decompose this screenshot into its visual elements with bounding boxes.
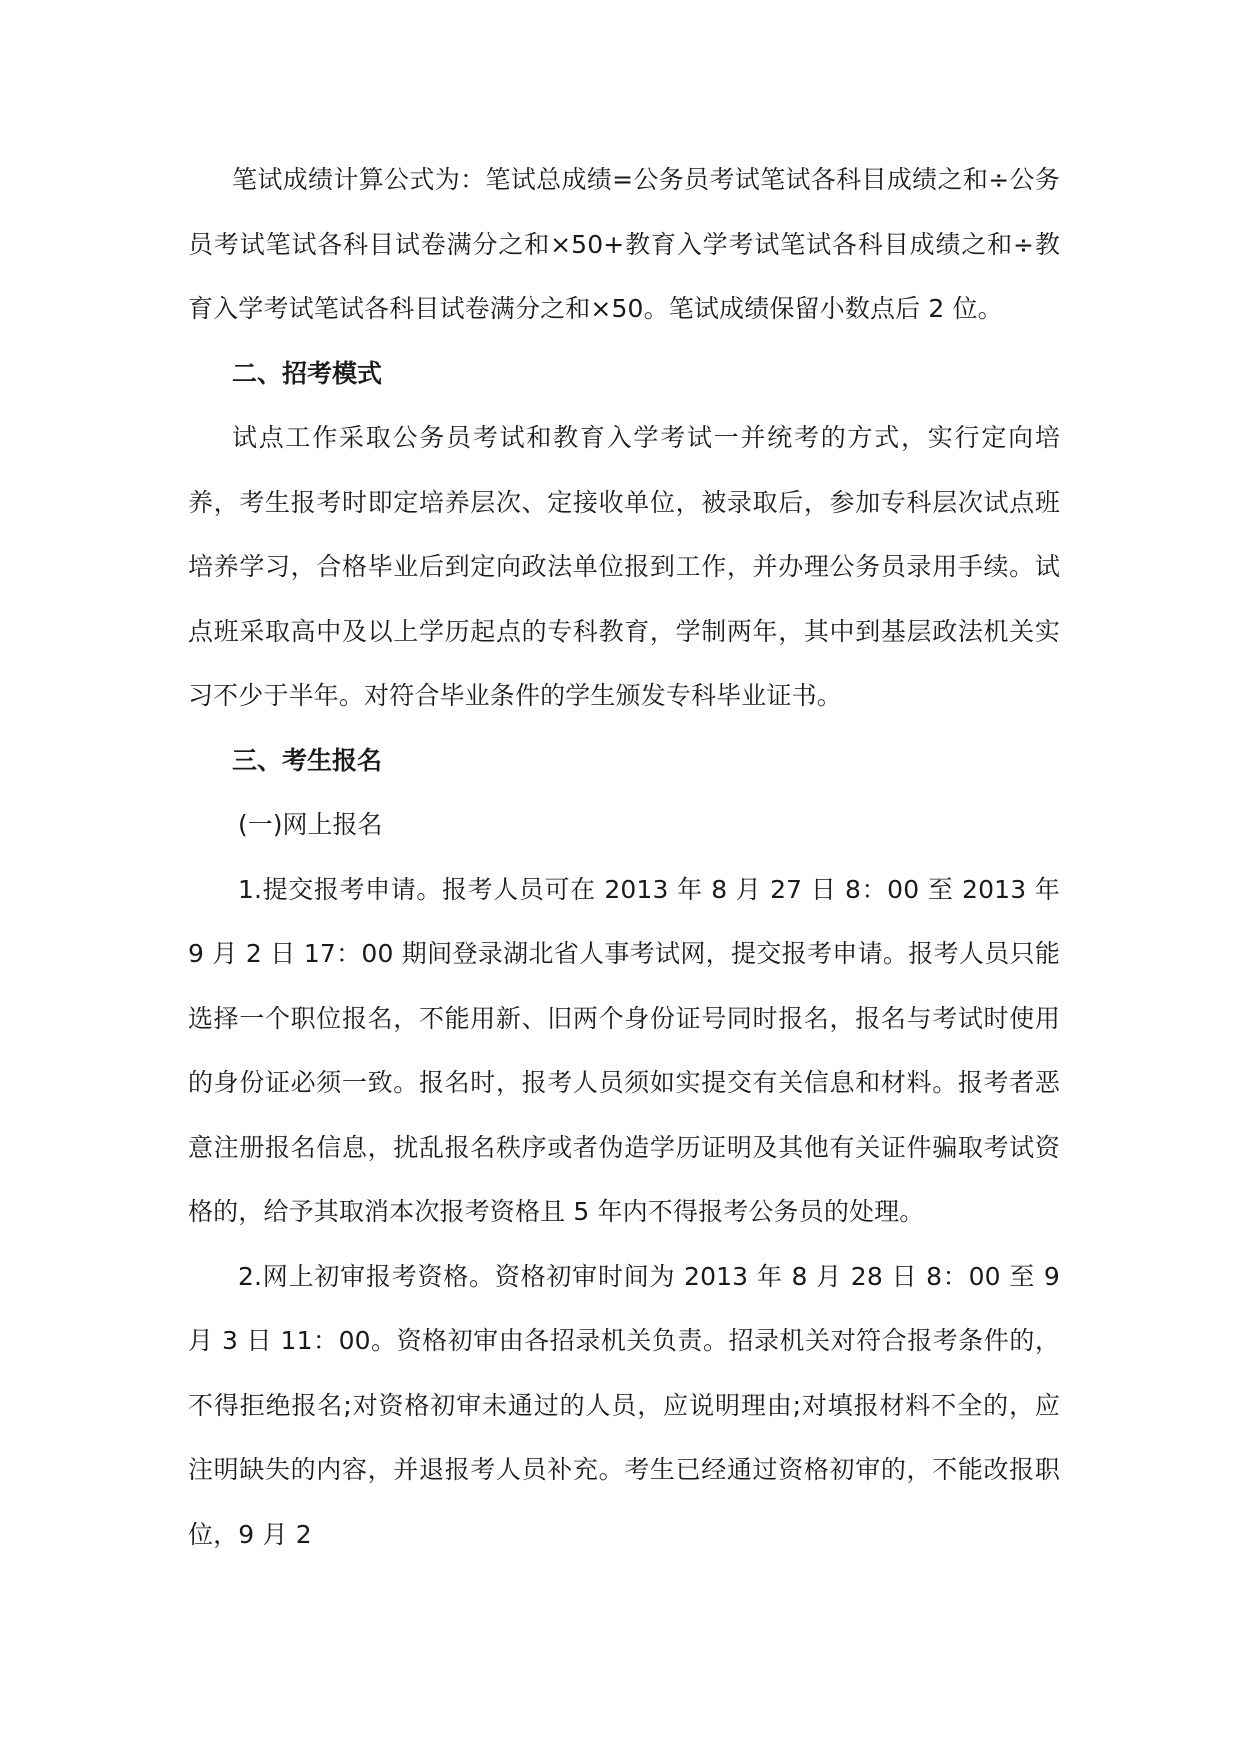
section-heading-recruitment-mode: 二、招考模式 (232, 358, 383, 388)
subsection-heading-online-registration: (一)网上报名 (238, 810, 383, 839)
paragraph-submit-application: 1.提交报考申请。报考人员可在 2013 年 8 月 27 日 8：00 至 2013 年 9 月 2 日 17：00 期间登录湖北省人事考试网，提交报考申请。报考人员只能选择一个职位报名，不能用新、旧两个身份证号同时报名，报名与考试时使用的身份证必须一致。报名时，报考人员须如实提交有关信息和材料。报考者恶意注册报名信息，扰乱报名秩序或者伪造学历证明及其他有关证件骗取考试资格的，给予其取消本次报考资格且 5 年内不得报考公务员的处理。 (188, 874, 1060, 1226)
paragraph-recruitment-mode: 试点工作采取公务员考试和教育入学考试一并统考的方式，实行定向培养，考生报考时即定培养层次、定接收单位，被录取后，参加专科层次试点班培养学习，合格毕业后到定向政法单位报到工作，并办理公务员录用手续。试点班采取高中及以上学历起点的专科教育，学制两年，其中到基层政法机关实习不少于半年。对符合毕业条件的学生颁发专科毕业证书。 (188, 423, 1060, 710)
paragraph-score-formula: 笔试成绩计算公式为：笔试总成绩=公务员考试笔试各科目成绩之和÷公务员考试笔试各科目试卷满分之和×50+教育入学考试笔试各科目成绩之和÷教育入学考试笔试各科目试卷满分之和×50。笔试成绩保留小数点后 2 位。 (188, 165, 1060, 323)
section-heading-registration: 三、考生报名 (232, 745, 383, 775)
document-body (188, 148, 1060, 1567)
paragraph-online-review: 2.网上初审报考资格。资格初审时间为 2013 年 8 月 28 日 8：00 至 9 月 3 日 11：00。资格初审由各招录机关负责。招录机关对符合报考条件的，不得拒绝报名;对资格初审未通过的人员，应说明理由;对填报材料不全的，应注明缺失的内容，并退报考人员补充。考生已经通过资格初审的，不能改报职位，9 月 2 (188, 1261, 1060, 1549)
